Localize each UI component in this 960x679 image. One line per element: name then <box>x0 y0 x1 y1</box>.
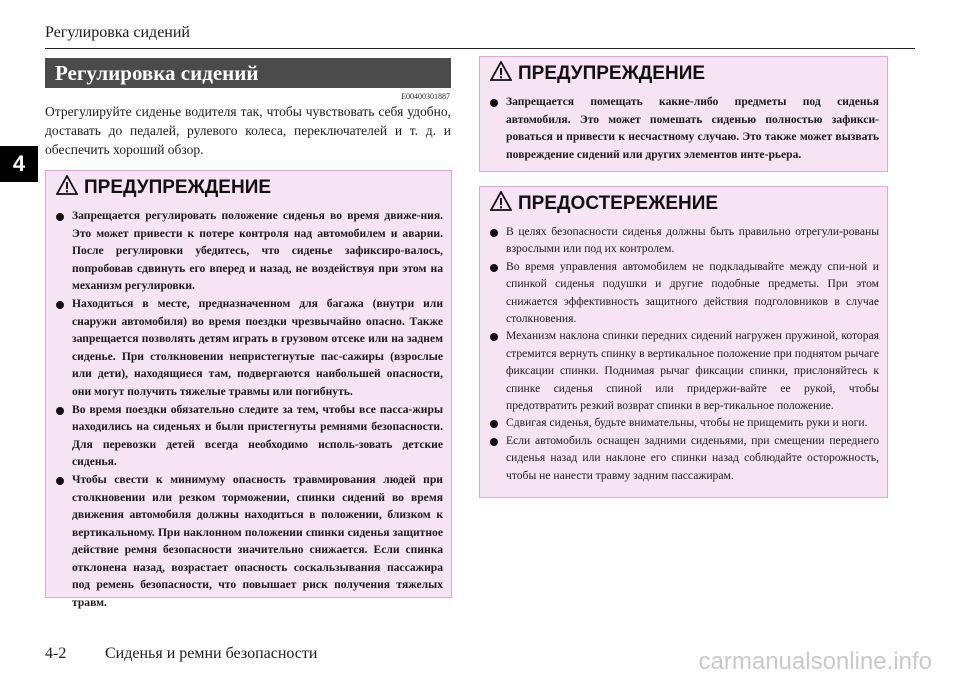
warning-box-left <box>45 170 452 610</box>
warning-list <box>46 207 451 618</box>
chapter-tab: 4 <box>0 146 38 182</box>
caution-box-right <box>479 186 888 498</box>
list-item: Во время поездки обязательно следите за тем, чтобы все пасса-жиры находились на сиденьях и были пристегнуты ремнями безопасности. Для перевозки детей всегда необходимо исполь-зовать детские сиденья. <box>72 401 443 471</box>
warning-heading: ПРЕДУПРЕЖДЕНИЕ <box>84 177 272 198</box>
intro-paragraph: Отрегулируйте сиденье водителя так, чтобы чувствовать себя удобно, доставать до педалей, рулевого колеса, переключателей и т. д. и обеспечить хороший обзор. <box>45 104 451 157</box>
warning-heading: ПРЕДУПРЕЖДЕНИЕ <box>518 63 706 84</box>
footer-chapter-title: Сиденья и ремни безопасности <box>105 645 318 662</box>
list-item: Чтобы свести к минимуму опасность травмирования людей при столкновении или резком торможении, спинки сидений во время движения автомобиля должны находиться в положении, близком к вертикальному. При наклонном положении спинки сиденья защитное действие ремня безопасности значительно снижается. Если спинка отклонена назад, возрастает опасность соскальзывания пассажира под ремень безопасности, что повышает риск получения тяжелых травм. <box>72 471 443 612</box>
caution-heading: ПРЕДОСТЕРЕЖЕНИЕ <box>518 193 719 214</box>
caution-header <box>480 187 887 223</box>
warning-header <box>46 171 451 207</box>
caution-list <box>480 223 887 490</box>
list-item: Находиться в месте, предназначенном для багажа (внутри или снаружи автомобиля) во время поездки чрезвычайно опасно. Также запрещается позволять детям играть в грузовом отсеке или на заднем сиденье. При столкновении непристегнутые пас-сажиры (взрослые или дети), находящиеся там, подвергаются наибольшей опасности, они могут получить тяжелые травмы или погибнуть. <box>72 295 443 401</box>
list-item: Запрещается помещать какие-либо предметы под сиденья автомобиля. Это может помешать сиденью полностью зафикси-роваться и привести к несчастному случаю. Это также может вызвать повреждение сидений или других элементов инте-рьера. <box>506 93 879 163</box>
page-footer <box>45 645 317 663</box>
running-header-title: Регулировка сидений <box>45 24 190 41</box>
section-title: Регулировка сидений <box>45 58 451 88</box>
warning-box-right <box>479 56 888 172</box>
warning-triangle-icon <box>56 175 78 201</box>
list-item: Во время управления автомобилем не подкладывайте между спи-ной и спинкой сиденья подушки и другие подобные предметы. При этом снижается эффективность защитного действия подголовников в случае столкновения. <box>506 258 879 328</box>
page-number: 4-2 <box>45 645 67 662</box>
header-divider <box>45 48 915 49</box>
list-item: Если автомобиль оснащен задними сиденьями, при смещении переднего сиденья назад или наклоне его спинки назад соблюдайте осторожность, чтобы не нанести травму задним пассажирам. <box>506 432 879 484</box>
section-code: E00400301887 <box>401 92 450 101</box>
warning-header <box>480 57 887 93</box>
warning-triangle-icon <box>490 191 512 217</box>
watermark: carmanualsonline.info <box>698 648 932 675</box>
list-item: Запрещается регулировать положение сиденья во время движе-ния. Это может привести к потере контроля над автомобилем и аварии. После регулировки убедитесь, что сиденье зафиксиро-валось, попробовав сдвинуть его вперед и назад, не воздействуя при этом на механизм регулировки. <box>72 207 443 295</box>
list-item: Сдвигая сиденья, будьте внимательны, чтобы не прищемить руки и ноги. <box>506 414 879 431</box>
list-item: В целях безопасности сиденья должны быть правильно отрегули-рованы взрослыми или под их контролем. <box>506 223 879 258</box>
warning-list <box>480 93 887 169</box>
list-item: Механизм наклона спинки передних сидений нагружен пружиной, которая стремится вернуть спинку в вертикальное положение при поднятом рычаге фиксации спинки. Поднимая рычаг фиксации спинки, прислоняйтесь к спинке сиденья спиной или придержи-вайте ее рукой, чтобы предотвратить резкий возврат спинки в вер-тикальное положение. <box>506 327 879 414</box>
warning-triangle-icon <box>490 61 512 87</box>
